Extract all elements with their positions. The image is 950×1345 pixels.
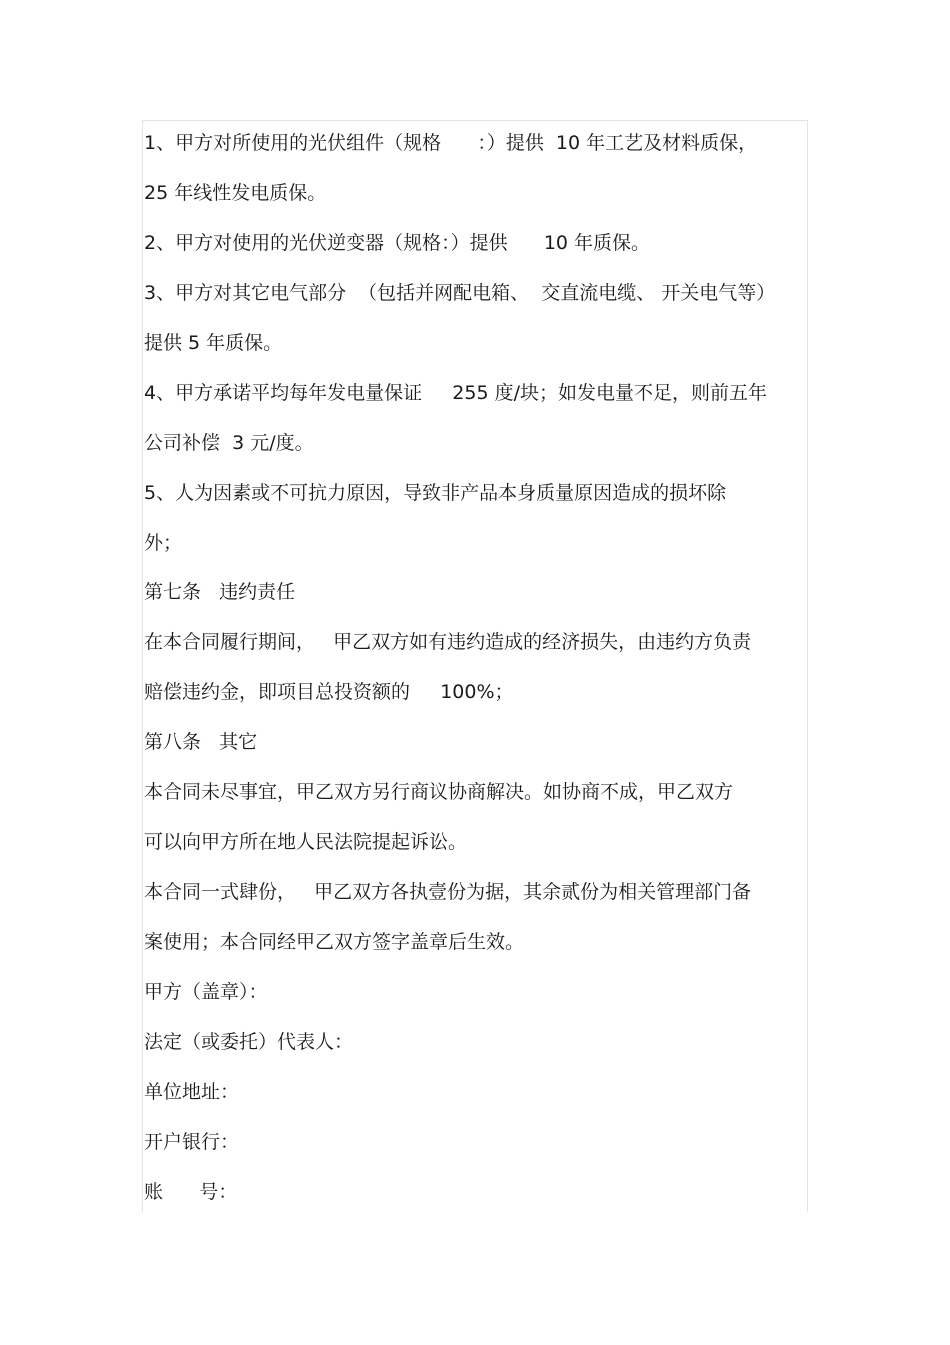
clause-2: 2、甲方对使用的光伏逆变器（规格：）提供 10 年质保。 <box>144 232 651 254</box>
clause-5-line-2: 外； <box>144 532 183 554</box>
copies-line-2: 案使用；本合同经甲乙双方签字盖章后生效。 <box>144 931 525 953</box>
clause-4-line-2: 公司补偿 3 元/度。 <box>144 432 314 454</box>
clause-4-line-1: 4、甲方承诺平均每年发电量保证 255 度/块；如发电量不足，则前五年 <box>144 382 767 404</box>
clause-3-line-1: 3、甲方对其它电气部分 （包括并网配电箱、 交直流电缆、 开关电气等） <box>144 282 776 304</box>
bank-name: 开户银行： <box>144 1131 240 1153</box>
article-7-line-1: 在本合同履行期间， 甲乙双方如有违约造成的经济损失，由违约方负责 <box>144 631 752 653</box>
article-8-heading: 第八条 其它 <box>144 731 258 753</box>
clause-5-line-1: 5、人为因素或不可抗力原因，导致非产品本身质量原因造成的损坏除 <box>144 482 727 504</box>
page-border-top <box>143 120 808 121</box>
party-a-seal: 甲方（盖章）： <box>144 981 268 1003</box>
page-border-right <box>807 120 808 1212</box>
account-number: 账 号： <box>144 1181 238 1203</box>
legal-representative: 法定（或委托）代表人： <box>144 1031 354 1053</box>
company-address: 单位地址： <box>144 1081 240 1103</box>
article-7-line-2: 赔偿违约金，即项目总投资额的 100%； <box>144 681 514 703</box>
page-border-left <box>142 120 143 1212</box>
copies-line-1: 本合同一式肆份， 甲乙双方各执壹份为据，其余贰份为相关管理部门备 <box>144 881 752 903</box>
clause-1-line-2: 25 年线性发电质保。 <box>144 182 327 204</box>
article-8-line-2: 可以向甲方所在地人民法院提起诉讼。 <box>144 831 468 853</box>
article-7-heading: 第七条 违约责任 <box>144 581 296 603</box>
article-8-line-1: 本合同未尽事宜，甲乙双方另行商议协商解决。如协商不成，甲乙双方 <box>144 781 734 803</box>
clause-1-line-1: 1、甲方对所使用的光伏组件（规格 ：）提供 10 年工艺及材料质保， <box>144 132 758 154</box>
clause-3-line-2: 提供 5 年质保。 <box>144 332 283 354</box>
